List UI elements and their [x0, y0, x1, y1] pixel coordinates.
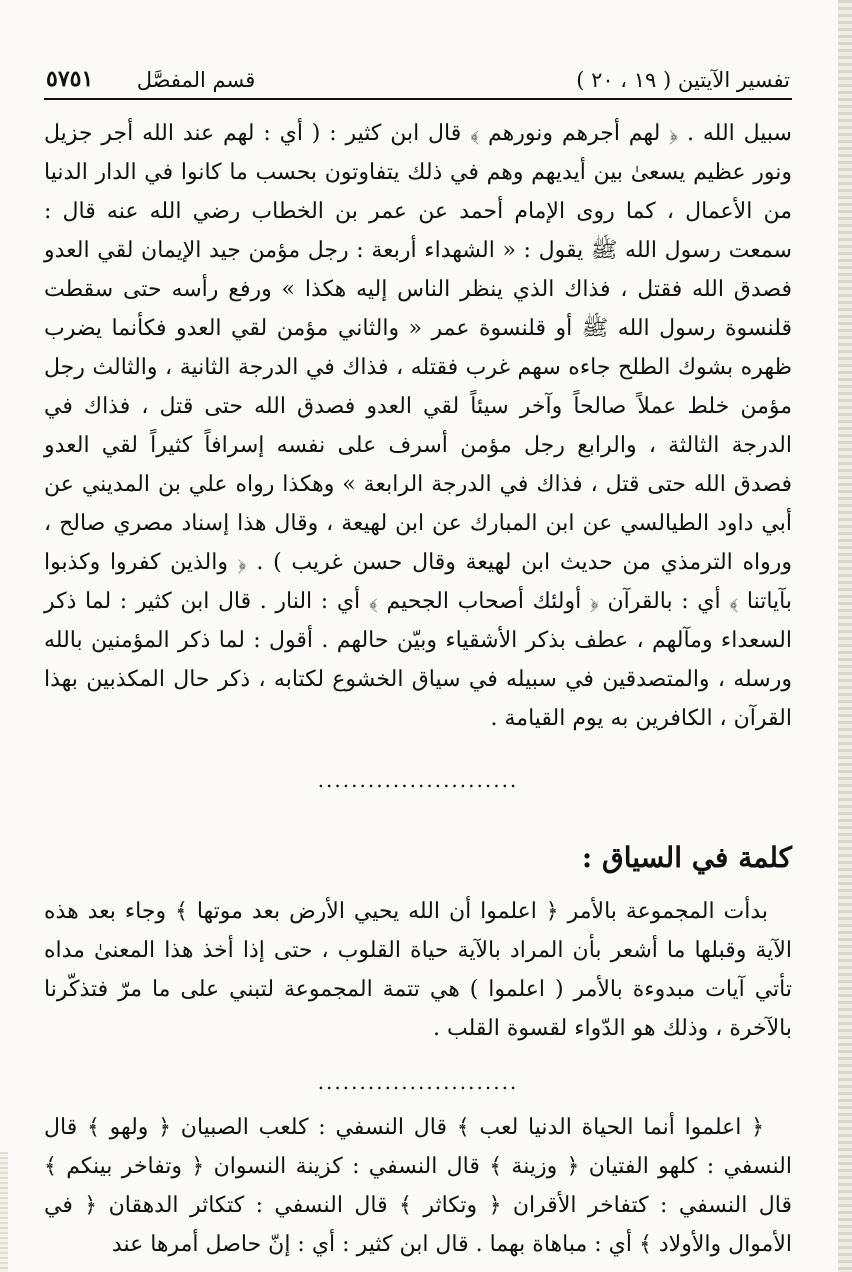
page-edge-left — [0, 1152, 8, 1272]
dotted-separator: ........................ — [317, 1070, 519, 1094]
header-title: تفسير الآيتين ( ١٩ ، ٢٠ ) — [576, 68, 790, 92]
page-edge-right — [838, 0, 852, 1272]
book-page — [44, 52, 792, 1264]
commentary-paragraph: سبيل الله . ﴿ لهم أجرهم ونورهم ﴾ قال ابن كثير : ( أي : لهم عند الله أجر جزيل ونور عظيم يسعىٰ بين أيديهم وهم في ذلك يتفاوتون بحسب ما كانوا في الدار الدنيا من الأعمال ، كما روى الإمام أحمد عن عمر بن الخطاب رضي الله عنه قال : سمعت رسول الله ﷺ يقول : « الشهداء أربعة : رجل مؤمن جيد الإيمان لقي العدو فصدق الله فقتل ، فذاك الذي ينظر الناس إليه هكذا » ورفع رأسه حتى سقطت قلنسوة رسول الله ﷺ أو قلنسوة عمر « والثاني مؤمن لقي العدو فكأنما يضرب ظهره بشوك الطلح جاءه سهم غرب فقتله ، فذاك في الدرجة الثانية ، والثالث رجل مؤمن خلط عملاً صالحاً وآخر سيئاً لقي العدو فصدق الله حتى قتل ، فذاك في الدرجة الثالثة ، والرابع رجل مؤمن أسرف على نفسه إسرافاً كثيراً لقي العدو فصدق الله حتى قتل ، فذاك في الدرجة الرابعة » وهكذا رواه علي بن المديني عن أبي داود الطيالسي عن ابن المبارك عن ابن لهيعة ، وقال هذا إسناد مصري صالح ، ورواه الترمذي من حديث ابن لهيعة وقال حسن غريب ) . ﴿ والذين كفروا وكذبوا بآياتنا ﴾ أي : بالقرآن ﴿ أولئك أصحاب الجحيم ﴾ أي : النار . قال ابن كثير : لما ذكر السعداء ومآلهم ، عطف بذكر الأشقياء وبيّن حالهم . أقول : لما ذكر المؤمنين بالله ورسله ، والمتصدقين في سبيله في سياق الخشوع لكتابه ، ذكر حال المكذبين بهذا القرآن ، الكافرين به يوم القيامة . — [44, 121, 792, 731]
dotted-separator: ........................ — [317, 768, 519, 792]
context-paragraph: بدأت المجموعة بالأمر ﴿ اعلموا أن الله يحيي الأرض بعد موتها ﴾ وجاء بعد هذه الآية وقبلها ما أشعر بأن المراد بالآية حياة القلوب ، حتى إذا أخذ هذا المعنىٰ مداه تأتي آيات مبدوءة بالأمر ( اعلموا ) هي تتمة المجموعة لتبني على ما مرّ فتذكّرنا بالآخرة ، وذلك هو الدّواء لقسوة القلب . — [44, 899, 792, 1041]
page-number: ٥٧٥١ — [46, 66, 94, 92]
verse-commentary-paragraph: ﴿ اعلموا أنما الحياة الدنيا لعب ﴾ قال النسفي : كلعب الصبيان ﴿ ولهو ﴾ قال النسفي : كلهو الفتيان ﴿ وزينة ﴾ قال النسفي : كزينة النسوان ﴿ وتفاخر بينكم ﴾ قال النسفي : كتفاخر الأقران ﴿ وتكاثر ﴾ قال النسفي : كتكاثر الدهقان ﴿ في الأموال والأولاد ﴾ أي : مباهاة بهما . قال ابن كثير : أي : إنّ حاصل أمرها عند — [44, 1115, 792, 1257]
section-heading: كلمة في السياق : — [581, 841, 792, 874]
header-section: قسم المفصَّل — [136, 68, 256, 92]
running-header — [44, 52, 792, 100]
